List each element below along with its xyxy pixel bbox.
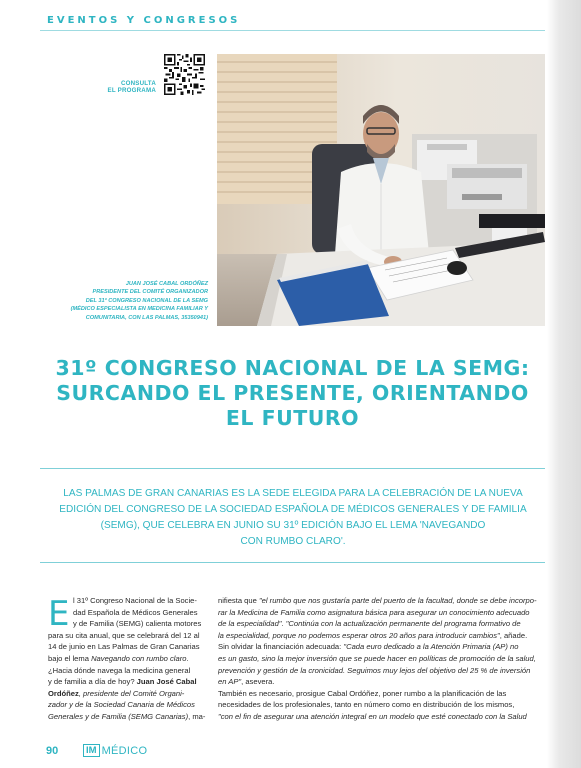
photo-caption	[40, 280, 208, 322]
body-line	[48, 688, 214, 700]
logo-text: MÉDICO	[101, 744, 148, 757]
text-run: Ordóñez	[48, 688, 79, 698]
qr-label-line: EL PROGRAMA	[107, 87, 156, 94]
body-line	[48, 711, 214, 723]
text-run: en AP"	[218, 677, 242, 687]
caption-line: PRESIDENTE DEL COMITÉ ORGANIZADOR	[92, 289, 208, 296]
text-run: "Continúa con la actualización permanente del programa formativo de	[285, 619, 521, 629]
section-label: EVENTOS Y CONGRESOS	[47, 15, 241, 26]
body-line	[48, 653, 214, 665]
article-title	[40, 356, 545, 431]
text-run: y de familia a día de hoy?	[48, 677, 137, 687]
title-line: 31º CONGRESO NACIONAL DE LA SEMG:	[55, 356, 530, 380]
text-run: , asevera.	[241, 677, 275, 687]
title-line: SURCANDO EL PRESENTE, ORIENTANDO	[56, 381, 529, 405]
text-run: nifiesta que	[218, 596, 259, 605]
text-run: .	[281, 619, 286, 629]
text-run: bajo el lema	[48, 653, 92, 663]
page-edge-shadow	[547, 0, 581, 768]
caption-line: JUAN JOSÉ CABAL ORDÓÑEZ	[125, 281, 208, 287]
body-column-2	[218, 595, 545, 723]
article-lead	[48, 486, 538, 550]
body-line	[218, 618, 545, 630]
lead-bottom-rule	[40, 562, 545, 563]
text-run: , presidente del Comité Organi-	[78, 688, 185, 698]
caption-line: DEL 31º CONGRESO NACIONAL DE LA SEMG	[85, 297, 208, 304]
text-run: de la especialidad"	[218, 619, 282, 629]
body-line: 14 de junio en Las Palmas de Gran Canarias	[48, 642, 200, 652]
title-line: EL FUTURO	[225, 406, 360, 430]
body-line: También es necesario, prosigue Cabal Ordóñez, poner rumbo a la planificación de las	[218, 688, 507, 698]
page-number: 90	[46, 745, 59, 757]
body-line	[48, 676, 214, 688]
body-line: necesidades de los profesionales, tanto en número como en distribución de los mismos,	[218, 700, 515, 710]
text-run: "Cada euro dedicado a la Atención Primaria (AP) no	[343, 642, 519, 652]
caption-line: (MÉDICO ESPECIALISTA EN MEDICINA FAMILIAR Y	[70, 306, 208, 313]
body-line: y de Familia (SEMG) calienta motores	[73, 619, 202, 629]
top-rule	[40, 30, 545, 31]
body-line: "con el fin de asegurar una atención integral en un modelo que esté conectado con la Salud	[218, 711, 527, 721]
caption-line: COMUNITARIA, CON LAS PALMAS, 35350941)	[85, 314, 208, 321]
body-line: prevención y gestión de la cronicidad. Seguimos muy lejos del objetivo del 25 % de inversión	[218, 665, 531, 675]
body-line: rar la Medicina de Familia como asignatura básica para asegurar un conocimiento adecuado	[218, 607, 530, 617]
qr-label	[94, 80, 156, 94]
text-run: .	[186, 653, 189, 663]
text-run: Generales y de Familia (SEMG Canarias)	[48, 711, 189, 721]
body-line	[218, 641, 545, 653]
text-run: , ma-	[188, 711, 206, 721]
magazine-logo	[83, 744, 147, 757]
qr-label-line: CONSULTA	[120, 80, 156, 87]
text-run: Sin olvidar la financiación adecuada:	[218, 642, 344, 652]
text-run: "el rumbo que nos gustaría parte del puerto de la facultad, donde se debe incorpo-	[258, 596, 537, 605]
body-line: zador y de la Sociedad Canaria de Médicos	[48, 700, 195, 710]
body-line: para su cita anual, que se celebrará del 12 al	[48, 630, 200, 640]
body-line	[218, 630, 545, 642]
body-line	[218, 595, 545, 607]
body-line: l 31º Congreso Nacional de la Socie-	[73, 596, 197, 605]
body-line	[218, 676, 545, 688]
body-line: ¿Hacia dónde navega la medicina general	[48, 665, 191, 675]
doctor-at-desk-photo	[217, 54, 545, 326]
drop-cap: E	[48, 594, 70, 634]
lead-top-rule	[40, 468, 545, 469]
lead-line: CON RUMBO CLARO'.	[240, 536, 346, 547]
logo-box: IM	[83, 744, 100, 757]
body-line: es un gasto, sino la mejor inversión que se puede hacer en políticas de promoción de la salud,	[218, 653, 536, 663]
lead-line: LAS PALMAS DE GRAN CANARIAS ES LA SEDE ELEGIDA PARA LA CELEBRACIÓN DE LA NUEVA	[63, 488, 523, 499]
lead-line: EDICIÓN DEL CONGRESO DE LA SOCIEDAD ESPAÑOLA DE MÉDICOS GENERALES Y DE FAMILIA	[59, 504, 527, 515]
text-run: Juan José Cabal	[136, 677, 197, 687]
qr-code-icon[interactable]	[164, 54, 205, 95]
text-run: Navegando con rumbo claro	[91, 653, 187, 663]
text-run: , añade.	[499, 630, 528, 640]
body-line: dad Española de Médicos Generales	[73, 607, 198, 617]
lead-line: (SEMG), QUE CELEBRA EN JUNIO SU 31º EDICIÓN BAJO EL LEMA 'NAVEGANDO	[100, 520, 486, 531]
body-column-1	[48, 595, 214, 723]
text-run: la especialidad, porque no podemos esperar otros 20 años para introducir cambios"	[218, 630, 500, 640]
